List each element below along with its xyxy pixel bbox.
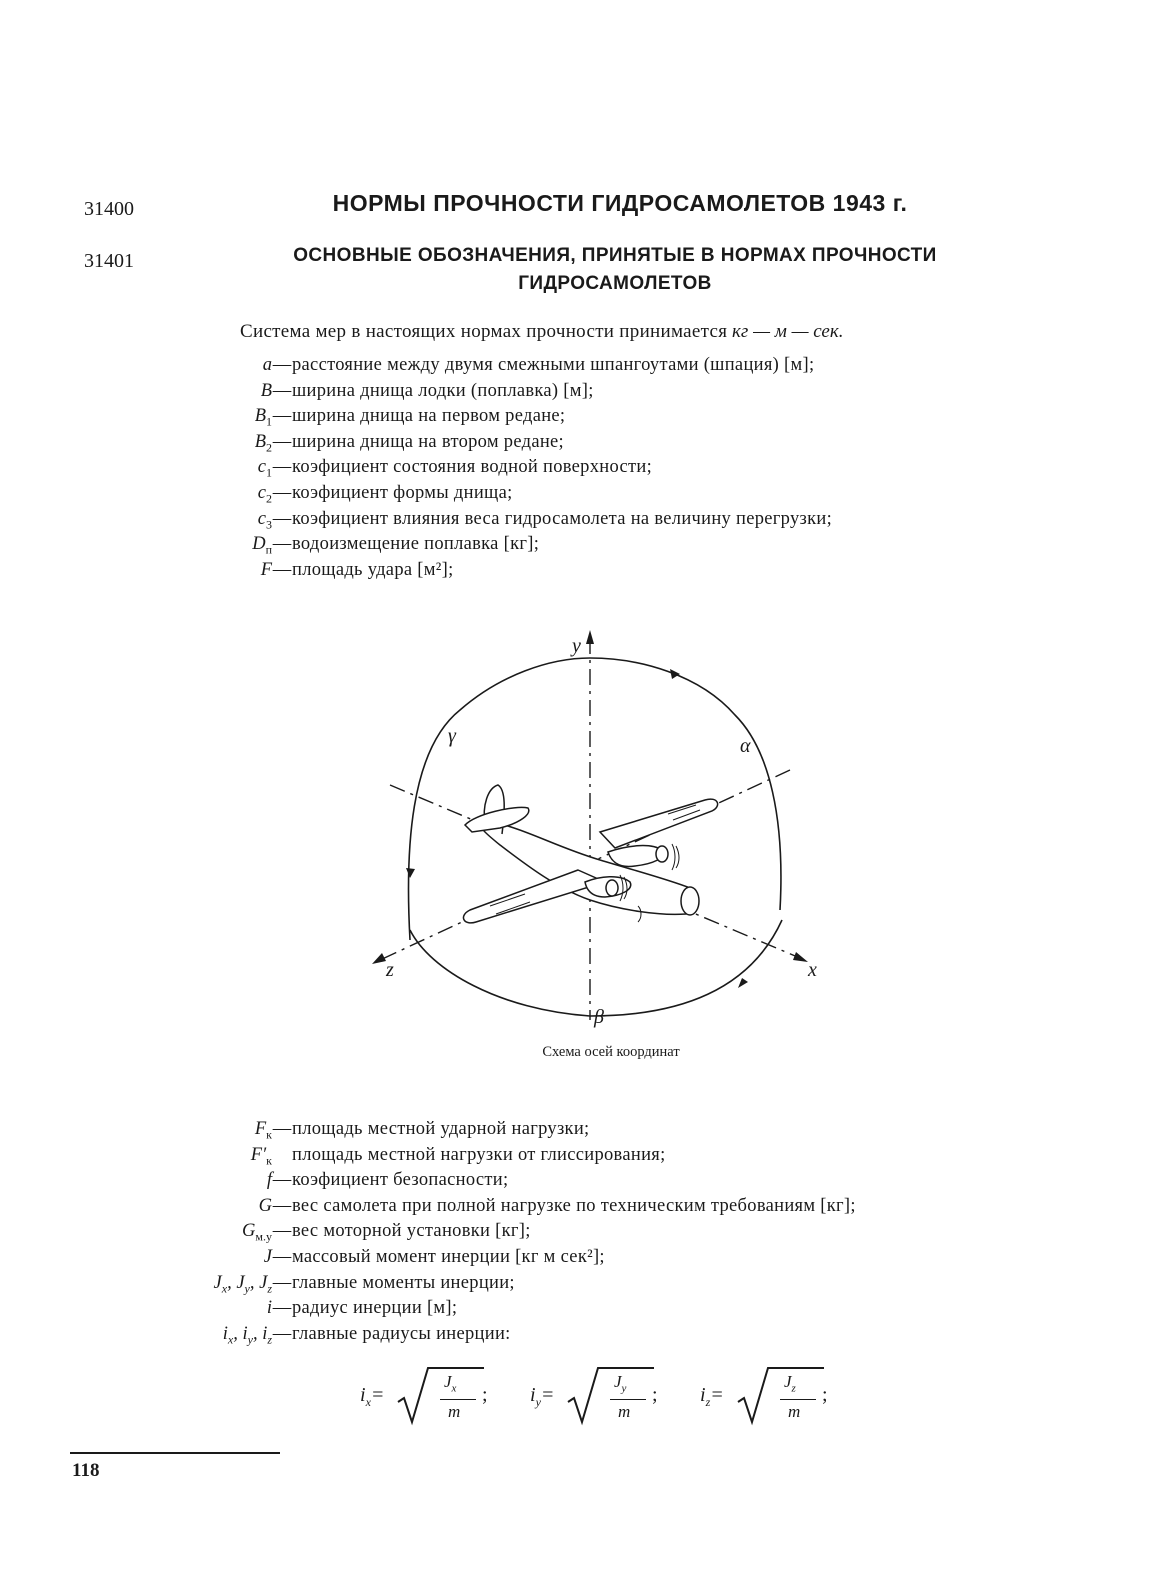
definition-dash: — bbox=[272, 406, 292, 427]
definition-dash: — bbox=[272, 508, 292, 529]
x-axis-arrow bbox=[793, 952, 808, 962]
definition-text: вес самолета при полной нагрузке по техническим требованиям [кг]; bbox=[292, 1195, 856, 1216]
definition-text: площадь местной ударной нагрузки; bbox=[292, 1119, 590, 1139]
fraction-bar bbox=[610, 1399, 646, 1400]
definition-dash: — bbox=[272, 380, 292, 401]
definition-text: площадь местной нагрузки от глиссирования; bbox=[292, 1144, 666, 1165]
definition-text: главные моменты инерции; bbox=[292, 1272, 515, 1293]
definition-text: массовый момент инерции [кг м сек²]; bbox=[292, 1246, 605, 1267]
definition-text: ширина днища на первом редане; bbox=[292, 406, 566, 427]
fraction-bar bbox=[780, 1399, 816, 1400]
footer-rule bbox=[70, 1452, 280, 1454]
square-root-sign bbox=[566, 1364, 656, 1426]
intro-paragraph bbox=[240, 321, 843, 343]
definition-dash: — bbox=[272, 1221, 292, 1242]
section-number-31401: 31401 bbox=[84, 250, 134, 272]
definition-symbol: $F'_к$ bbox=[250, 1144, 272, 1168]
definition-text: ширина днища на втором редане; bbox=[292, 431, 565, 452]
definition-item bbox=[160, 1322, 856, 1348]
definition-symbol: $i_x$, $i_y$, $i_z$ bbox=[222, 1323, 272, 1347]
coordinate-axes-figure bbox=[350, 620, 850, 1040]
definition-text: вес моторной установки [кг]; bbox=[292, 1221, 531, 1242]
intro-units: кг — м — сек. bbox=[732, 321, 844, 342]
definition-text: водоизмещение поплавка [кг]; bbox=[292, 534, 540, 555]
definition-symbol: $D_п$ bbox=[252, 534, 272, 557]
definition-text: коэфициент формы днища; bbox=[292, 482, 513, 503]
definition-item bbox=[220, 379, 832, 405]
page-title: НОРМЫ ПРОЧНОСТИ ГИДРОСАМОЛЕТОВ 1943 г. bbox=[332, 190, 908, 216]
definition-dash: — bbox=[272, 1246, 292, 1267]
definition-symbol: F bbox=[260, 559, 272, 580]
definition-symbol: $J_x$, $J_y$, $J_z$ bbox=[213, 1272, 272, 1296]
definition-item bbox=[160, 1219, 856, 1245]
formula-numerator: $J_x$ bbox=[444, 1372, 457, 1395]
definition-dash bbox=[272, 1143, 292, 1169]
inertia-radius-formula bbox=[360, 1362, 860, 1432]
definition-dash: — bbox=[272, 1170, 292, 1191]
definition-dash: — bbox=[272, 1195, 292, 1216]
definition-text: ширина днища лодки (поплавка) [м]; bbox=[292, 380, 594, 401]
z-axis-arrow bbox=[372, 953, 386, 964]
figure-caption: Схема осей координат bbox=[542, 1044, 680, 1060]
gamma-label: γ bbox=[448, 725, 456, 747]
definition-text: расстояние между двумя смежными шпангоутами (шпация) [м]; bbox=[292, 355, 815, 375]
beta-label: β bbox=[594, 1006, 604, 1028]
fraction-bar bbox=[440, 1399, 476, 1400]
square-root-sign bbox=[736, 1364, 826, 1426]
section-heading-line1: ОСНОВНЫЕ ОБОЗНАЧЕНИЯ, ПРИНЯТЫЕ В НОРМАХ ПРОЧНОСТИ bbox=[293, 245, 937, 266]
definition-item bbox=[160, 1245, 856, 1271]
y-axis-arrow bbox=[586, 630, 594, 644]
definition-symbol: J bbox=[263, 1246, 272, 1267]
definition-text: радиус инерции [м]; bbox=[292, 1298, 458, 1319]
definition-symbol: i bbox=[266, 1298, 272, 1319]
definition-item bbox=[160, 1296, 856, 1322]
alpha-label: α bbox=[740, 735, 751, 757]
z-axis-label: z bbox=[386, 959, 394, 981]
definition-item bbox=[220, 532, 832, 558]
definition-text: коэфициент влияния веса гидросамолета на величину перегрузки; bbox=[292, 508, 833, 529]
formula-denominator: m bbox=[618, 1402, 631, 1421]
definition-item bbox=[160, 1194, 856, 1220]
formula-numerator: $J_z$ bbox=[784, 1372, 796, 1395]
page-number: 118 bbox=[72, 1460, 100, 1481]
formula-denominator: m bbox=[788, 1402, 801, 1421]
definition-dash: — bbox=[272, 559, 292, 580]
formula-lhs: $i_x=$ bbox=[360, 1384, 385, 1409]
definition-item bbox=[160, 1271, 856, 1297]
definitions-list-top bbox=[220, 353, 832, 583]
definition-item bbox=[160, 1117, 856, 1143]
formula-separator: ; bbox=[482, 1384, 488, 1406]
section-heading-line2: ГИДРОСАМОЛЕТОВ bbox=[518, 273, 712, 294]
definition-symbol: $B_1$ bbox=[254, 406, 272, 429]
formula-lhs: $i_z=$ bbox=[700, 1384, 724, 1409]
definition-item bbox=[220, 353, 832, 379]
definition-symbol: $F_к$ bbox=[254, 1119, 272, 1142]
formula-term bbox=[360, 1362, 520, 1432]
alpha-arrow bbox=[670, 669, 680, 679]
definition-text: главные радиусы инерции: bbox=[292, 1323, 511, 1344]
formula-term bbox=[700, 1362, 860, 1432]
beta-arc bbox=[410, 920, 782, 1016]
definition-dash: — bbox=[272, 1119, 292, 1139]
definition-symbol: $c_1$ bbox=[257, 457, 272, 481]
definition-symbol: $c_3$ bbox=[257, 508, 272, 532]
section-heading bbox=[235, 242, 995, 298]
formula-denominator: m bbox=[448, 1402, 461, 1421]
definition-dash: — bbox=[272, 1272, 292, 1293]
definition-text: коэфициент безопасности; bbox=[292, 1170, 509, 1191]
definition-item bbox=[160, 1143, 856, 1169]
definition-item bbox=[220, 455, 832, 481]
intro-text: Система мер в настоящих нормах прочности принимается bbox=[240, 321, 728, 342]
x-axis-label: x bbox=[808, 959, 817, 981]
definition-dash: — bbox=[272, 534, 292, 555]
y-axis-label: y bbox=[572, 635, 581, 657]
definition-item bbox=[220, 404, 832, 430]
definition-symbol: G bbox=[258, 1195, 272, 1216]
definition-dash: — bbox=[272, 457, 292, 478]
definition-dash: — bbox=[272, 1323, 292, 1344]
formula-term bbox=[530, 1362, 690, 1432]
definition-dash: — bbox=[272, 355, 292, 375]
formula-numerator: $J_y$ bbox=[614, 1372, 627, 1395]
square-root-sign bbox=[396, 1364, 486, 1426]
definition-symbol: $B_2$ bbox=[254, 431, 272, 455]
definition-dash: — bbox=[272, 431, 292, 452]
definition-symbol: a bbox=[262, 355, 272, 375]
definition-symbol: $c_2$ bbox=[257, 482, 272, 506]
formula-separator: ; bbox=[822, 1384, 828, 1406]
definition-item bbox=[220, 481, 832, 507]
definition-item bbox=[160, 1168, 856, 1194]
formula-lhs: $i_y=$ bbox=[530, 1384, 555, 1409]
definition-symbol: B bbox=[260, 380, 272, 401]
gamma-arrow bbox=[406, 868, 415, 878]
definition-text: коэфициент состояния водной поверхности; bbox=[292, 457, 653, 478]
definition-dash: — bbox=[272, 1298, 292, 1319]
definition-dash: — bbox=[272, 482, 292, 503]
definition-item bbox=[220, 558, 832, 584]
definition-item bbox=[220, 430, 832, 456]
definition-text: площадь удара [м²]; bbox=[292, 559, 454, 580]
definition-symbol: $G_{м.у}$ bbox=[242, 1221, 272, 1245]
definition-symbol: f bbox=[266, 1170, 272, 1191]
section-number-31400: 31400 bbox=[84, 198, 134, 220]
formula-separator: ; bbox=[652, 1384, 658, 1406]
beta-arrow bbox=[738, 978, 748, 988]
definitions-list-bottom bbox=[160, 1117, 856, 1347]
definition-item bbox=[220, 507, 832, 533]
